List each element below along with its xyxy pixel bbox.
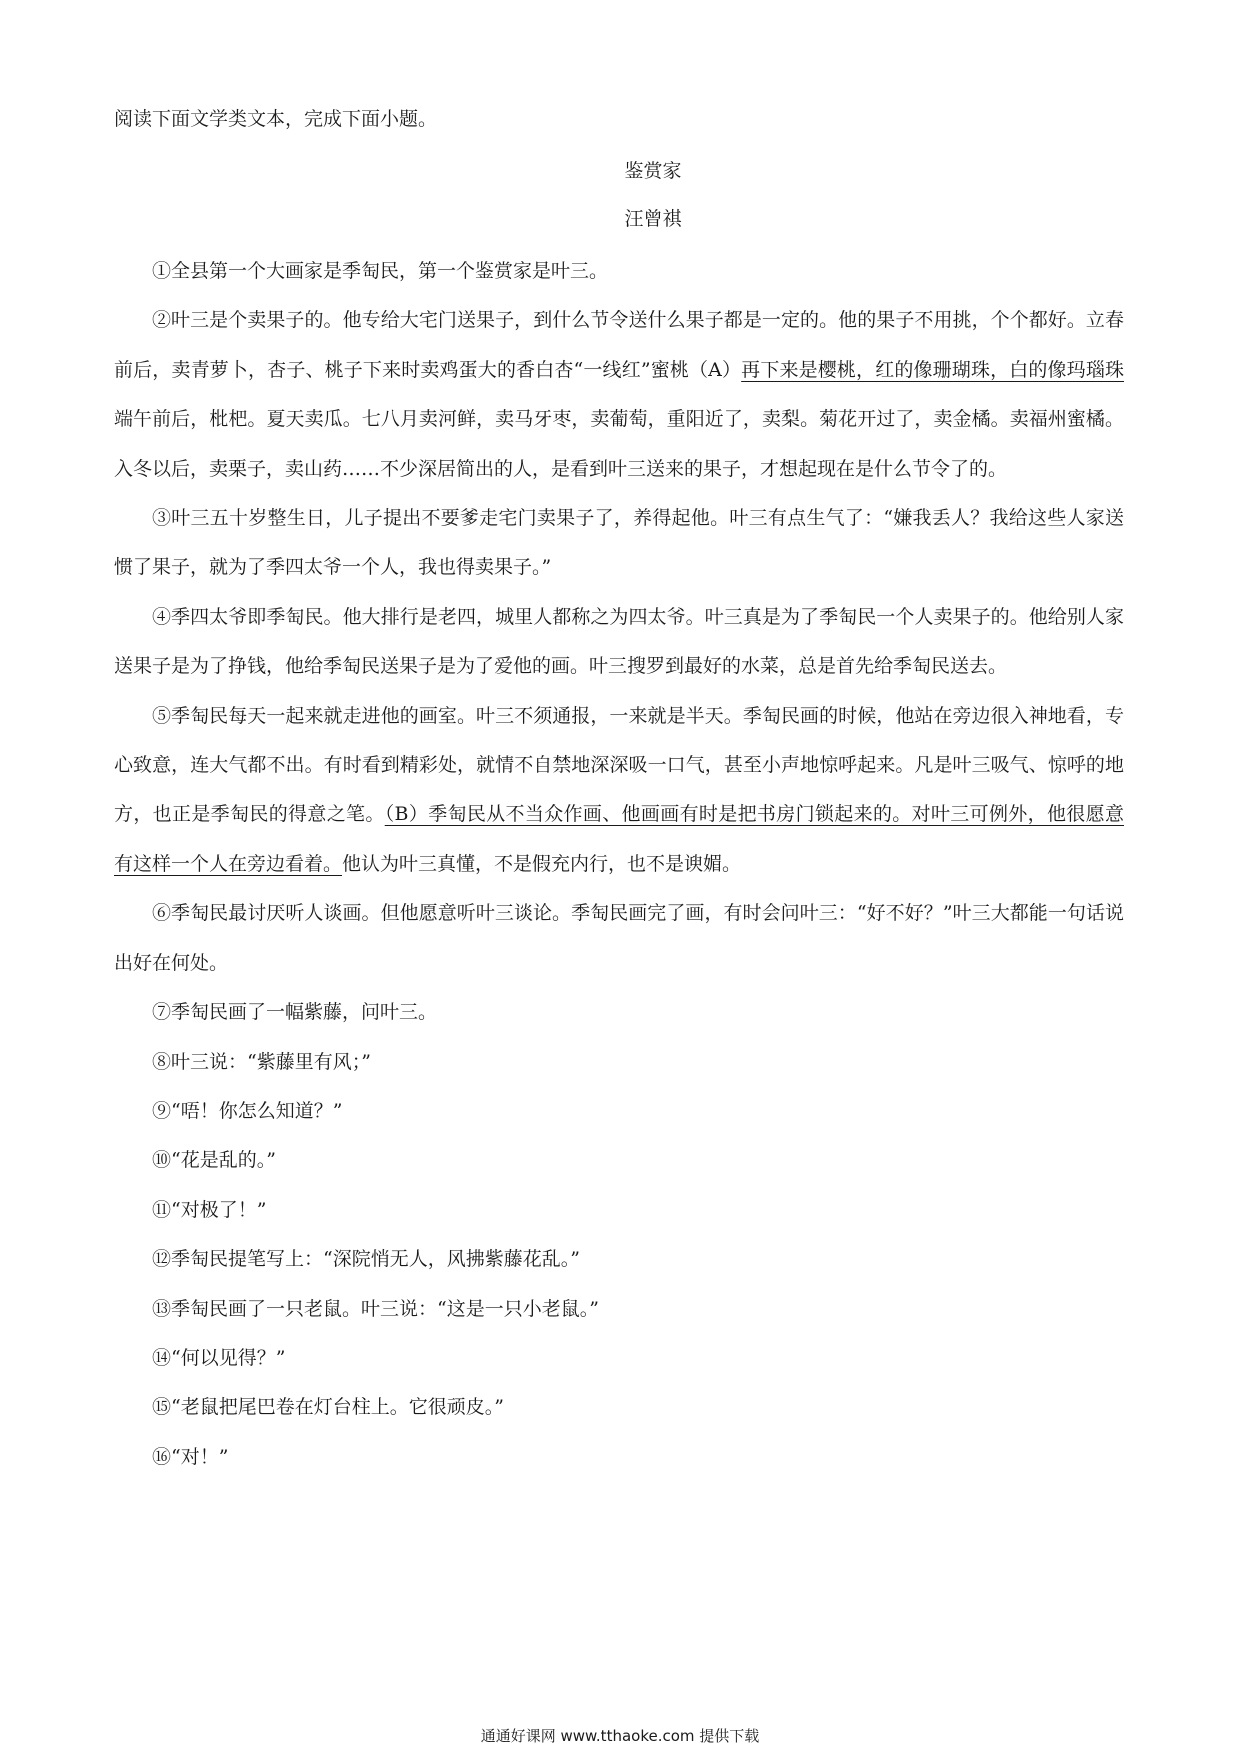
page-footer: 通通好课网 www.tthaoke.com 提供下载: [480, 1727, 760, 1745]
paragraph-text: 端午前后，枇杷。夏天卖瓜。七八月卖河鲜，卖马牙枣，卖葡萄，重阳近了，卖梨。菊花开过了，卖金橘。卖福州蜜橘。入冬以后，卖栗子，卖山药……不少深居简出的人，是看到叶三送来的果子，才想起现在是什么节令了的。: [114, 408, 1124, 480]
article-author: 汪曾祺: [624, 208, 682, 230]
paragraph-text: ⑫季匋民提笔写上：“深院悄无人，风拂紫藤花乱。”: [152, 1248, 580, 1271]
paragraph-text: ⑤季匋民每天一起来就走进他的画室。叶三不须通报，一来就是半天。季匋民画的时候，他站在旁边很入神地看，专心致意，连大气都不出。有时看到精彩处，就情不自禁地深深吸一口气，甚至小声地惊呼起来。凡是叶三吸气、惊呼的地方，也正是季匋民的得意之笔。: [114, 704, 1124, 826]
paragraph-text: ②叶三是个卖果子的。他专给大宅门送果子，到什么节令送什么果子都是一定的。他的果子不用挑，个个都好。立春前后，卖青萝卜，杏子、桃子下来时卖鸡蛋大的香白杏“一线红”蜜桃（A）: [114, 309, 1124, 381]
paragraph-text: ⑦季匋民画了一幅紫藤，问叶三。: [152, 1001, 438, 1024]
paragraph-text: ⑮“老鼠把尾巴卷在灯台柱上。它很顽皮。”: [152, 1396, 504, 1419]
article-title: 鉴赏家: [624, 160, 682, 182]
paragraph-4: [114, 593, 1124, 692]
paragraph-text: ③叶三五十岁整生日，儿子提出不要爹走宅门卖果子了，养得起他。叶三有点生气了：“嫌我丢人？我给这些人家送惯了果子，就为了季四太爷一个人，我也得卖果子。”: [114, 507, 1124, 579]
paragraph-8: [114, 1038, 1124, 1087]
paragraph-text: ⑨“唔！你怎么知道？”: [152, 1099, 343, 1122]
paragraph-6: [114, 889, 1124, 988]
paragraph-1: [114, 247, 1124, 296]
paragraph-13: [114, 1285, 1124, 1334]
instruction-text: 阅读下面文学类文本，完成下面小题。: [114, 108, 438, 130]
paragraph-text: ⑯“对！”: [152, 1445, 229, 1468]
paragraph-15: [114, 1383, 1124, 1432]
paragraph-7: [114, 988, 1124, 1037]
underlined-passage: （B）季匋民从不当众作画、他画画有时是把书房门锁起来的。对叶三可例外，他很愿意有这样一个人在旁边看着。: [114, 803, 1124, 875]
paragraph-text: ⑥季匋民最讨厌听人谈画。但他愿意听叶三谈论。季匋民画完了画，有时会问叶三：“好不好？”叶三大都能一句话说出好在何处。: [114, 902, 1124, 974]
paragraph-5: [114, 692, 1124, 890]
article-body: [114, 247, 1124, 1482]
paragraph-11: [114, 1186, 1124, 1235]
paragraph-text: ①全县第一个大画家是季匋民，第一个鉴赏家是叶三。: [152, 260, 609, 282]
paragraph-16: [114, 1433, 1124, 1482]
paragraph-text: ⑧叶三说：“紫藤里有风；”: [152, 1050, 371, 1073]
paragraph-text: 他认为叶三真懂，不是假充内行，也不是谀媚。: [342, 852, 742, 875]
paragraph-text: ⑬季匋民画了一只老鼠。叶三说：“这是一只小老鼠。”: [152, 1297, 599, 1320]
paragraph-3: [114, 494, 1124, 593]
paragraph-text: ④季四太爷即季匋民。他大排行是老四，城里人都称之为四太爷。叶三真是为了季匋民一个人卖果子的。他给别人家送果子是为了挣钱，他给季匋民送果子是为了爱他的画。叶三搜罗到最好的水菜，总是首先给季匋民送去。: [114, 605, 1124, 678]
underlined-passage: 再下来是樱桃，红的像珊瑚珠，白的像玛瑙珠: [741, 358, 1124, 381]
paragraph-text: ⑭“何以见得？”: [152, 1346, 286, 1369]
paragraph-9: [114, 1087, 1124, 1136]
paragraph-14: [114, 1334, 1124, 1383]
paragraph-12: [114, 1235, 1124, 1284]
paragraph-2: [114, 296, 1124, 494]
paragraph-10: [114, 1136, 1124, 1185]
paragraph-text: ⑪“对极了！”: [152, 1198, 267, 1221]
paragraph-text: ⑩“花是乱的。”: [152, 1149, 276, 1172]
